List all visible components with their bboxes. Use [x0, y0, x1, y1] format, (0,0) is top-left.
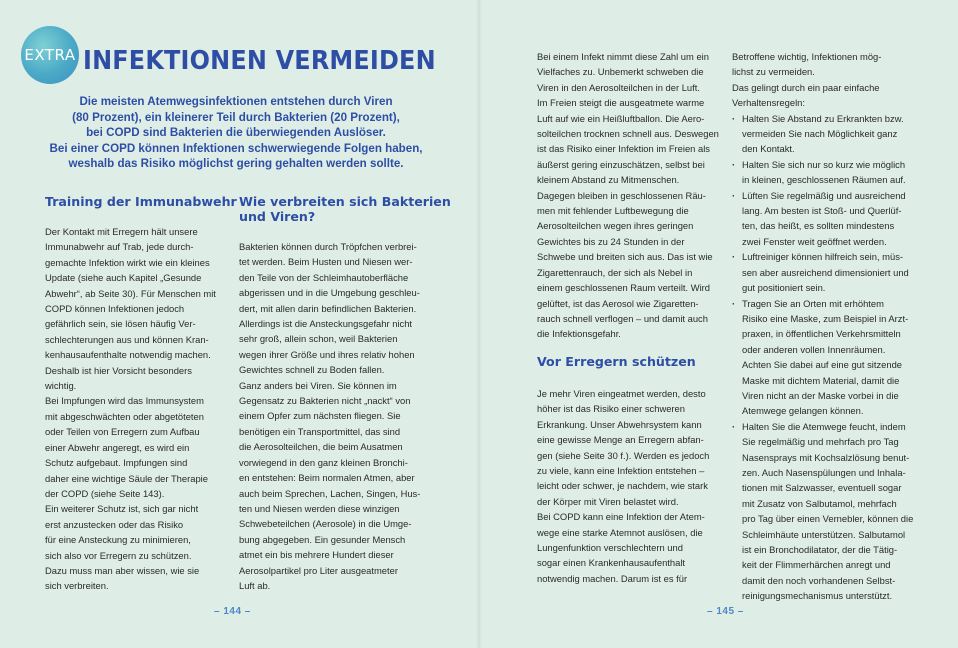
text-line: Ganz anders bei Viren. Sie können im — [239, 379, 397, 391]
column-schuetzen — [537, 386, 709, 586]
text-line: schlechterungen aus und können Kran- — [45, 333, 209, 345]
text-line: äußerst gering einzuschätzen, selbst bei — [537, 158, 705, 170]
bullet-line: in kleinen, geschlossenen Räumen auf. — [742, 174, 906, 186]
text-line: COPD können Infektionen jedoch — [45, 303, 185, 315]
bullet-line: Risiko eine Maske, zum Beispiel in Arzt- — [742, 312, 909, 324]
heading-line: Vor Erregern schützen — [537, 354, 696, 369]
text-line: der COPD (siehe Seite 143). — [45, 487, 165, 499]
bullet-line: mit Zusatz von Salbutamol, mehrfach — [742, 497, 897, 509]
column-verbreiten — [239, 239, 420, 593]
bullet-line: Nasensprays mit Kochsalzlösung benut- — [742, 451, 910, 463]
page-number-left: – 144 – — [214, 606, 251, 617]
text-line: bung abgegeben. Ein gesunder Mensch — [239, 533, 406, 545]
column-verhaltensregeln — [732, 49, 932, 604]
bullet-line: den Kontakt. — [742, 143, 795, 155]
text-line: wegen ihrer Größe und ihres relativ hohen — [239, 348, 415, 360]
text-line: ten und Niesen werden diese winzigen — [239, 502, 400, 514]
bullet-line: ten, das heißt, es sollten mindestens — [742, 220, 895, 232]
intro-text — [36, 94, 436, 172]
heading-verbreiten — [239, 194, 451, 224]
text-line: solteilchen trocknen schnell aus. Deswegen — [537, 128, 719, 140]
text-line: Bei COPD kann eine Infektion der Atem- — [537, 511, 705, 523]
text-line: zu viele, kann eine Infektion entstehen – — [537, 465, 705, 477]
column-training — [45, 224, 216, 594]
bullet-line: · Lüften Sie regelmäßig und ausreichend — [742, 189, 906, 201]
text-line: Viren in den Aerosolteilchen in der Luft. — [537, 81, 700, 93]
text-line: Dagegen bleiben in geschlossenen Räu- — [537, 189, 706, 201]
text-line: Luft ab. — [239, 579, 271, 591]
bullet-line: · Halten Sie sich nur so kurz wie möglich — [742, 158, 906, 170]
text-line: die Infektionsgefahr. — [537, 328, 621, 340]
text-line: lichst zu vermeiden. — [732, 66, 815, 78]
text-line: Je mehr Viren eingeatmet werden, desto — [537, 388, 706, 399]
text-line: auch beim Sprechen, Lachen, Singen, Hus- — [239, 487, 421, 499]
text-line: gemachte Infektion wirkt wie ein kleines — [45, 256, 210, 268]
bullet-item — [732, 296, 932, 419]
text-line: Verhaltensregeln: — [732, 97, 805, 109]
text-line: Aerosolteilchen wegen ihres geringen — [537, 220, 694, 232]
text-line: Zigarettenrauch, der sich als Nebel in — [537, 266, 693, 278]
text-line: einem Opfer zum nächsten fliegen. Sie — [239, 410, 401, 422]
bullet-line: Atemwege gelangen können. — [742, 405, 864, 417]
bullet-line: Schleimhäute unterstützen. Salbutamol — [742, 528, 906, 540]
page-number-right: – 145 – — [707, 606, 744, 617]
bullet-line: praxen, in öffentlichen Verkehrsmitteln — [742, 328, 901, 340]
book-gutter — [476, 0, 482, 648]
text-line: Bei Impfungen wird das Immunsystem — [45, 395, 204, 407]
text-line: die Aerosolteilchen, die beim Ausatmen — [239, 441, 403, 453]
page-title: INFEKTIONEN VERMEIDEN — [83, 46, 436, 76]
bullet-item — [732, 419, 932, 604]
text-line: sogar einen Krankenhausaufenthalt — [537, 557, 686, 569]
bullet-line: gut positioniert sein. — [742, 282, 826, 294]
text-line: wichtig. — [45, 380, 77, 392]
text-line: Dazu muss man aber wissen, wie sie — [45, 564, 200, 576]
text-line: Deshalb ist hier Vorsicht besonders — [45, 364, 192, 376]
heading-line: und Viren? — [239, 209, 316, 224]
bullet-line: oder anderen vollen Innenräumen. — [742, 343, 886, 355]
heading-schuetzen — [537, 354, 696, 369]
bullet-line: zwei Fenster weit geöffnet werden. — [742, 235, 887, 247]
bullet-line: ist ein Bronchodilatator, der die Tätig- — [742, 544, 898, 555]
text-line: Bei einem Infekt nimmt diese Zahl um ein — [537, 51, 709, 62]
text-line: Das gelingt durch ein paar einfache — [732, 81, 880, 93]
bullet-line: Maske mit dichtem Material, damit die — [742, 374, 900, 386]
text-line: Lungenfunktion verschlechtern und — [537, 542, 683, 554]
text-line: leicht oder schwer, je nachdem, wie stark — [537, 480, 708, 492]
text-line: Schwebe und breiten sich aus. Das ist wie — [537, 251, 713, 263]
text-line: Ein weiterer Schutz ist, sich gar nicht — [45, 503, 199, 515]
text-line: gefährlich sein, sie lösen häufig Ver- — [45, 318, 196, 330]
text-line: oder Teilen von Erregern zum Aufbau — [45, 426, 200, 438]
bullet-line: zen. Auch Nasenspülungen und Inhala- — [742, 466, 906, 478]
text-line: erst anzustecken oder das Risiko — [45, 518, 184, 530]
text-line: rauch schnell verflogen – und damit auch — [537, 312, 708, 324]
bullet-line: · Halten Sie Abstand zu Erkrankten bzw. — [742, 112, 904, 124]
bullet-line: damit den noch vorhandenen Selbst- — [742, 574, 896, 586]
bullet-line: · Halten Sie die Atemwege feucht, indem — [742, 420, 906, 432]
bullet-line: · Luftreiniger können hilfreich sein, müs- — [742, 251, 904, 263]
text-line: Vielfaches zu. Unbemerkt schweben die — [537, 66, 704, 78]
bullet-line: vermeiden Sie nach Möglichkeit ganz — [742, 128, 898, 140]
text-line: Schwebeteilchen (Aerosole) in die Umge- — [239, 518, 412, 530]
bullet-line: Achten Sie dabei auf eine gut sitzende — [742, 359, 903, 371]
intro-line: (80 Prozent), ein kleinerer Teil durch Bakterien (20 Prozent), — [72, 110, 400, 124]
text-line: dert, mit allen darin befindlichen Bakterien. — [239, 302, 417, 314]
text-line: Update (siehe auch Kapitel „Gesunde — [45, 272, 202, 284]
text-line: Luft auf wie ein Heißluftballon. Die Aero- — [537, 112, 705, 124]
text-line: für eine Ansteckung zu minimieren, — [45, 534, 191, 546]
bullet-item — [732, 111, 932, 157]
bullet-item — [732, 188, 932, 250]
text-line: eine gewisse Menge an Erregern abfan- — [537, 434, 704, 446]
text-line: Aerosolpartikel pro Liter ausgeatmeter — [239, 564, 398, 576]
text-line: Gewichtes bis zu 24 Stunden in der — [537, 235, 685, 247]
text-line: sich also vor Erregern zu schützen. — [45, 549, 192, 561]
badge-extra: EXTRA — [21, 26, 79, 84]
text-line: Bakterien können durch Tröpfchen verbrei- — [239, 241, 417, 252]
text-line: gen (siehe Seite 30 f.). Werden es jedoch — [537, 449, 710, 461]
text-line: kenhausaufenthalte notwendig machen. — [45, 349, 211, 361]
bullet-line: tionen mit Salzwasser, eventuell sogar — [742, 482, 902, 494]
intro-line: weshalb das Risiko möglichst gering gehalten werden sollte. — [68, 157, 404, 171]
text-line: vorwiegend in den ganz kleinen Bronchi- — [239, 456, 408, 468]
text-line: ist das Risiko einer Infektion im Freien als — [537, 143, 710, 155]
bullet-item — [732, 249, 932, 295]
bullet-line: Viren nicht an der Maske vorbei in die — [742, 389, 899, 401]
bullet-line: · Tragen Sie an Orten mit erhöhtem — [742, 297, 884, 309]
bullet-line: pro Tag über einen Vernebler, können die — [742, 513, 914, 525]
text-line: gelüftet, ist das Aerosol wie Zigaretten- — [537, 297, 699, 309]
text-line: der Körper mit Viren belastet wird. — [537, 495, 679, 507]
bullet-line: lang. Am besten ist Stoß- und Querlüf- — [742, 205, 902, 217]
text-line: abgerissen und in die Umgebung geschleu- — [239, 287, 420, 299]
bullet-line: sen aber ausreichend dimensioniert und — [742, 266, 909, 278]
text-line: atmet ein bis mehrere Hundert dieser — [239, 549, 394, 561]
heading-line: Wie verbreiten sich Bakterien — [239, 194, 451, 209]
text-line: Der Kontakt mit Erregern hält unsere — [45, 226, 198, 237]
text-line: einem geschlossenen Raum verteilt. Wird — [537, 282, 710, 294]
text-line: notwendig machen. Darum ist es für — [537, 572, 688, 584]
text-line: höher ist das Risiko einer schweren — [537, 403, 685, 415]
text-line: Betroffene wichtig, Infektionen mög- — [732, 51, 882, 62]
text-line: wege eine starke Atemnot auslösen, die — [537, 526, 703, 538]
text-line: en entstehen: Beim normalen Atmen, aber — [239, 472, 415, 484]
text-line: Erkrankung. Unser Abwehrsystem kann — [537, 418, 702, 430]
text-line: Gewichtes schnell zu Boden fallen. — [239, 364, 385, 376]
bullet-item — [732, 157, 932, 188]
text-line: kleinem Abstand zu Mitmenschen. — [537, 174, 680, 186]
text-line: Immunabwehr auf Trab, jede durch- — [45, 241, 194, 253]
text-line: Allerdings ist die Ansteckungsgefahr nicht — [239, 318, 413, 330]
intro-line: bei COPD sind Bakterien die überwiegenden Auslöser. — [86, 126, 386, 140]
bullet-line: reinigungsmechanismus unterstützt. — [742, 590, 893, 602]
text-line: sich verbreiten. — [45, 580, 109, 592]
text-line: den Teile von der Schleimhautoberfläche — [239, 271, 409, 283]
column-viren-text — [537, 49, 719, 342]
text-line: einer Abwehr angeregt, es wird ein — [45, 441, 190, 453]
text-line: Abwehr“, ab Seite 30). Für Menschen mit — [45, 287, 216, 299]
bullet-line: keit der Flimmerhärchen anregt und — [742, 559, 891, 571]
text-line: tet werden. Beim Husten und Niesen wer- — [239, 256, 413, 268]
text-line: sehr groß, allein schon, weil Bakterien — [239, 333, 398, 345]
intro-line: Die meisten Atemwegsinfektionen entstehen durch Viren — [79, 95, 393, 108]
text-line: Gegensatz zu Bakterien nicht „nackt“ von — [239, 395, 411, 407]
text-line: Schutz aufgebaut. Impfungen sind — [45, 457, 188, 469]
text-line: men mit fehlender Luftbewegung die — [537, 205, 689, 217]
text-line: mit abgeschwächten oder abgetöteten — [45, 410, 204, 422]
heading-line: Training der Immunabwehr — [45, 194, 237, 209]
text-line: daher eine wichtige Säule der Therapie — [45, 472, 208, 484]
text-line: Im Freien steigt die ausgeatmete warme — [537, 97, 705, 109]
bullet-line: Sie regelmäßig und mehrfach pro Tag — [742, 436, 899, 448]
heading-training — [45, 194, 237, 209]
text-line: benötigen ein Transportmittel, das sind — [239, 425, 401, 437]
intro-line: Bei einer COPD können Infektionen schwerwiegende Folgen haben, — [49, 141, 423, 155]
